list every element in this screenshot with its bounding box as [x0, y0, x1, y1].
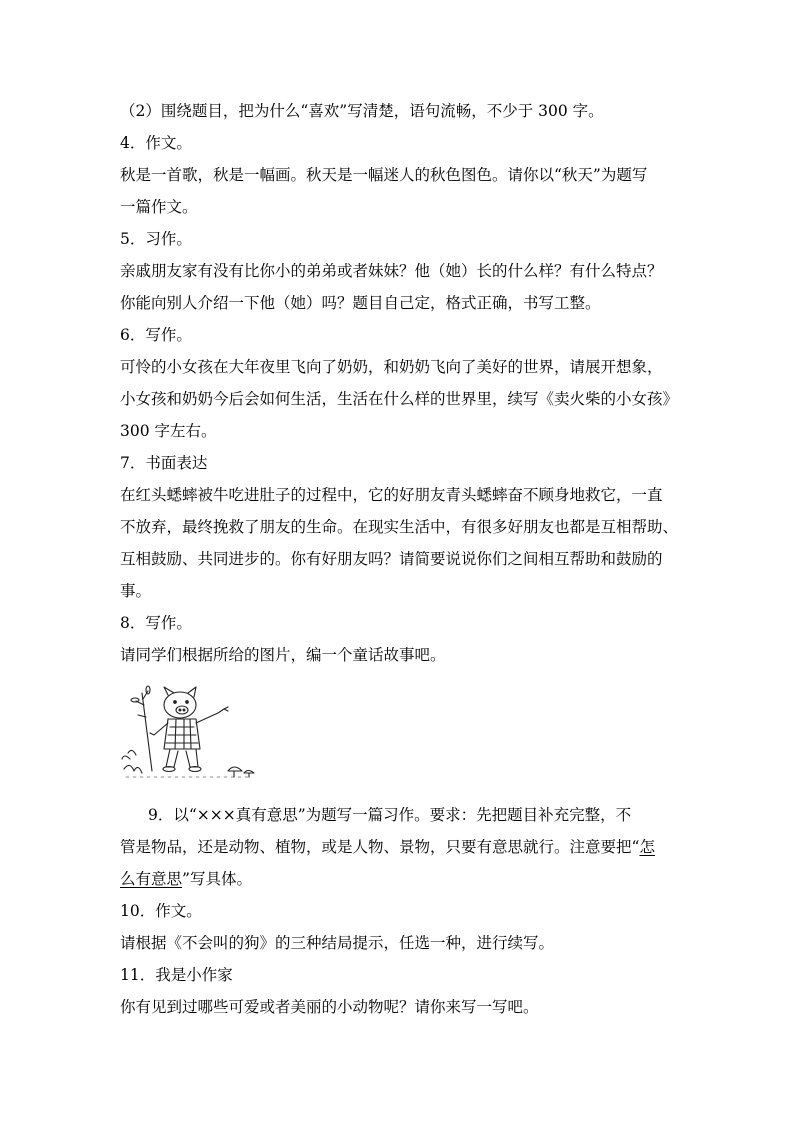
- q8-line-1: 请同学们根据所给的图片，编一个童话故事吧。: [120, 646, 446, 664]
- q9-line-3: [120, 869, 680, 889]
- q5-heading: 5．习作。: [120, 230, 192, 248]
- q9-underlined-text-cont: 么有意思: [120, 870, 183, 888]
- q6-line-3: 300 字左右。: [120, 422, 217, 440]
- q7-line-2: 不放弃，最终挽救了朋友的生命。在现实生活中，有很多好朋友也都是互相帮助、: [120, 518, 679, 536]
- pig-illustration: [120, 683, 260, 783]
- q9-line-1: 9．以“×××真有意思”为题写一篇习作。要求：先把题目补充完整，不: [148, 806, 632, 824]
- q7-heading: 7．书面表达: [120, 454, 208, 472]
- q7-line-3: 互相鼓励、共同进步的。你有好朋友吗？请简要说说你们之间相互帮助和鼓励的: [120, 550, 663, 568]
- q11-heading: 11．我是小作家: [120, 966, 233, 984]
- q9-line-3-text: ”写具体。: [182, 870, 252, 888]
- q6-line-2: 小女孩和奶奶今后会如何生活，生活在什么样的世界里，续写《卖火柴的小女孩》: [120, 390, 679, 408]
- q5-line-1: 亲戚朋友家有没有比你小的弟弟或者妹妹？他（她）长的什么样？有什么特点？: [120, 262, 663, 280]
- q9-line-2: [120, 837, 680, 857]
- q9-line-2-text: 管是物品，还是动物、植物，或是人物、景物，只要有意思就行。注意要把“: [120, 838, 640, 856]
- q4-line-1: 秋是一首歌，秋是一幅画。秋天是一幅迷人的秋色图色。请你以“秋天”为题写: [120, 166, 648, 184]
- q8-heading: 8．写作。: [120, 614, 192, 632]
- q7-line-1: 在红头蟋蟀被牛吃进肚子的过程中，它的好朋友青头蟋蟀奋不顾身地救它，一直: [120, 486, 663, 504]
- q4-line-2: 一篇作文。: [120, 198, 198, 216]
- q7-line-4: 事。: [120, 582, 152, 600]
- q11-line-1: 你有见到过哪些可爱或者美丽的小动物呢？请你来写一写吧。: [120, 998, 539, 1016]
- q10-heading: 10．作文。: [120, 902, 202, 920]
- q6-heading: 6．写作。: [120, 326, 192, 344]
- q9-underlined-text: 怎: [639, 838, 655, 856]
- q10-line-1: 请根据《不会叫的狗》的三种结局提示，任选一种，进行续写。: [120, 934, 555, 952]
- q4-heading: 4．作文。: [120, 134, 192, 152]
- q3-part2-line: （2）围绕题目，把为什么“喜欢”写清楚，语句流畅，不少于 300 字。: [120, 102, 604, 120]
- q5-line-2: 你能向别人介绍一下他（她）吗？题目自己定，格式正确，书写工整。: [120, 294, 601, 312]
- q6-line-1: 可怜的小女孩在大年夜里飞向了奶奶，和奶奶飞向了美好的世界，请展开想象，: [120, 358, 663, 376]
